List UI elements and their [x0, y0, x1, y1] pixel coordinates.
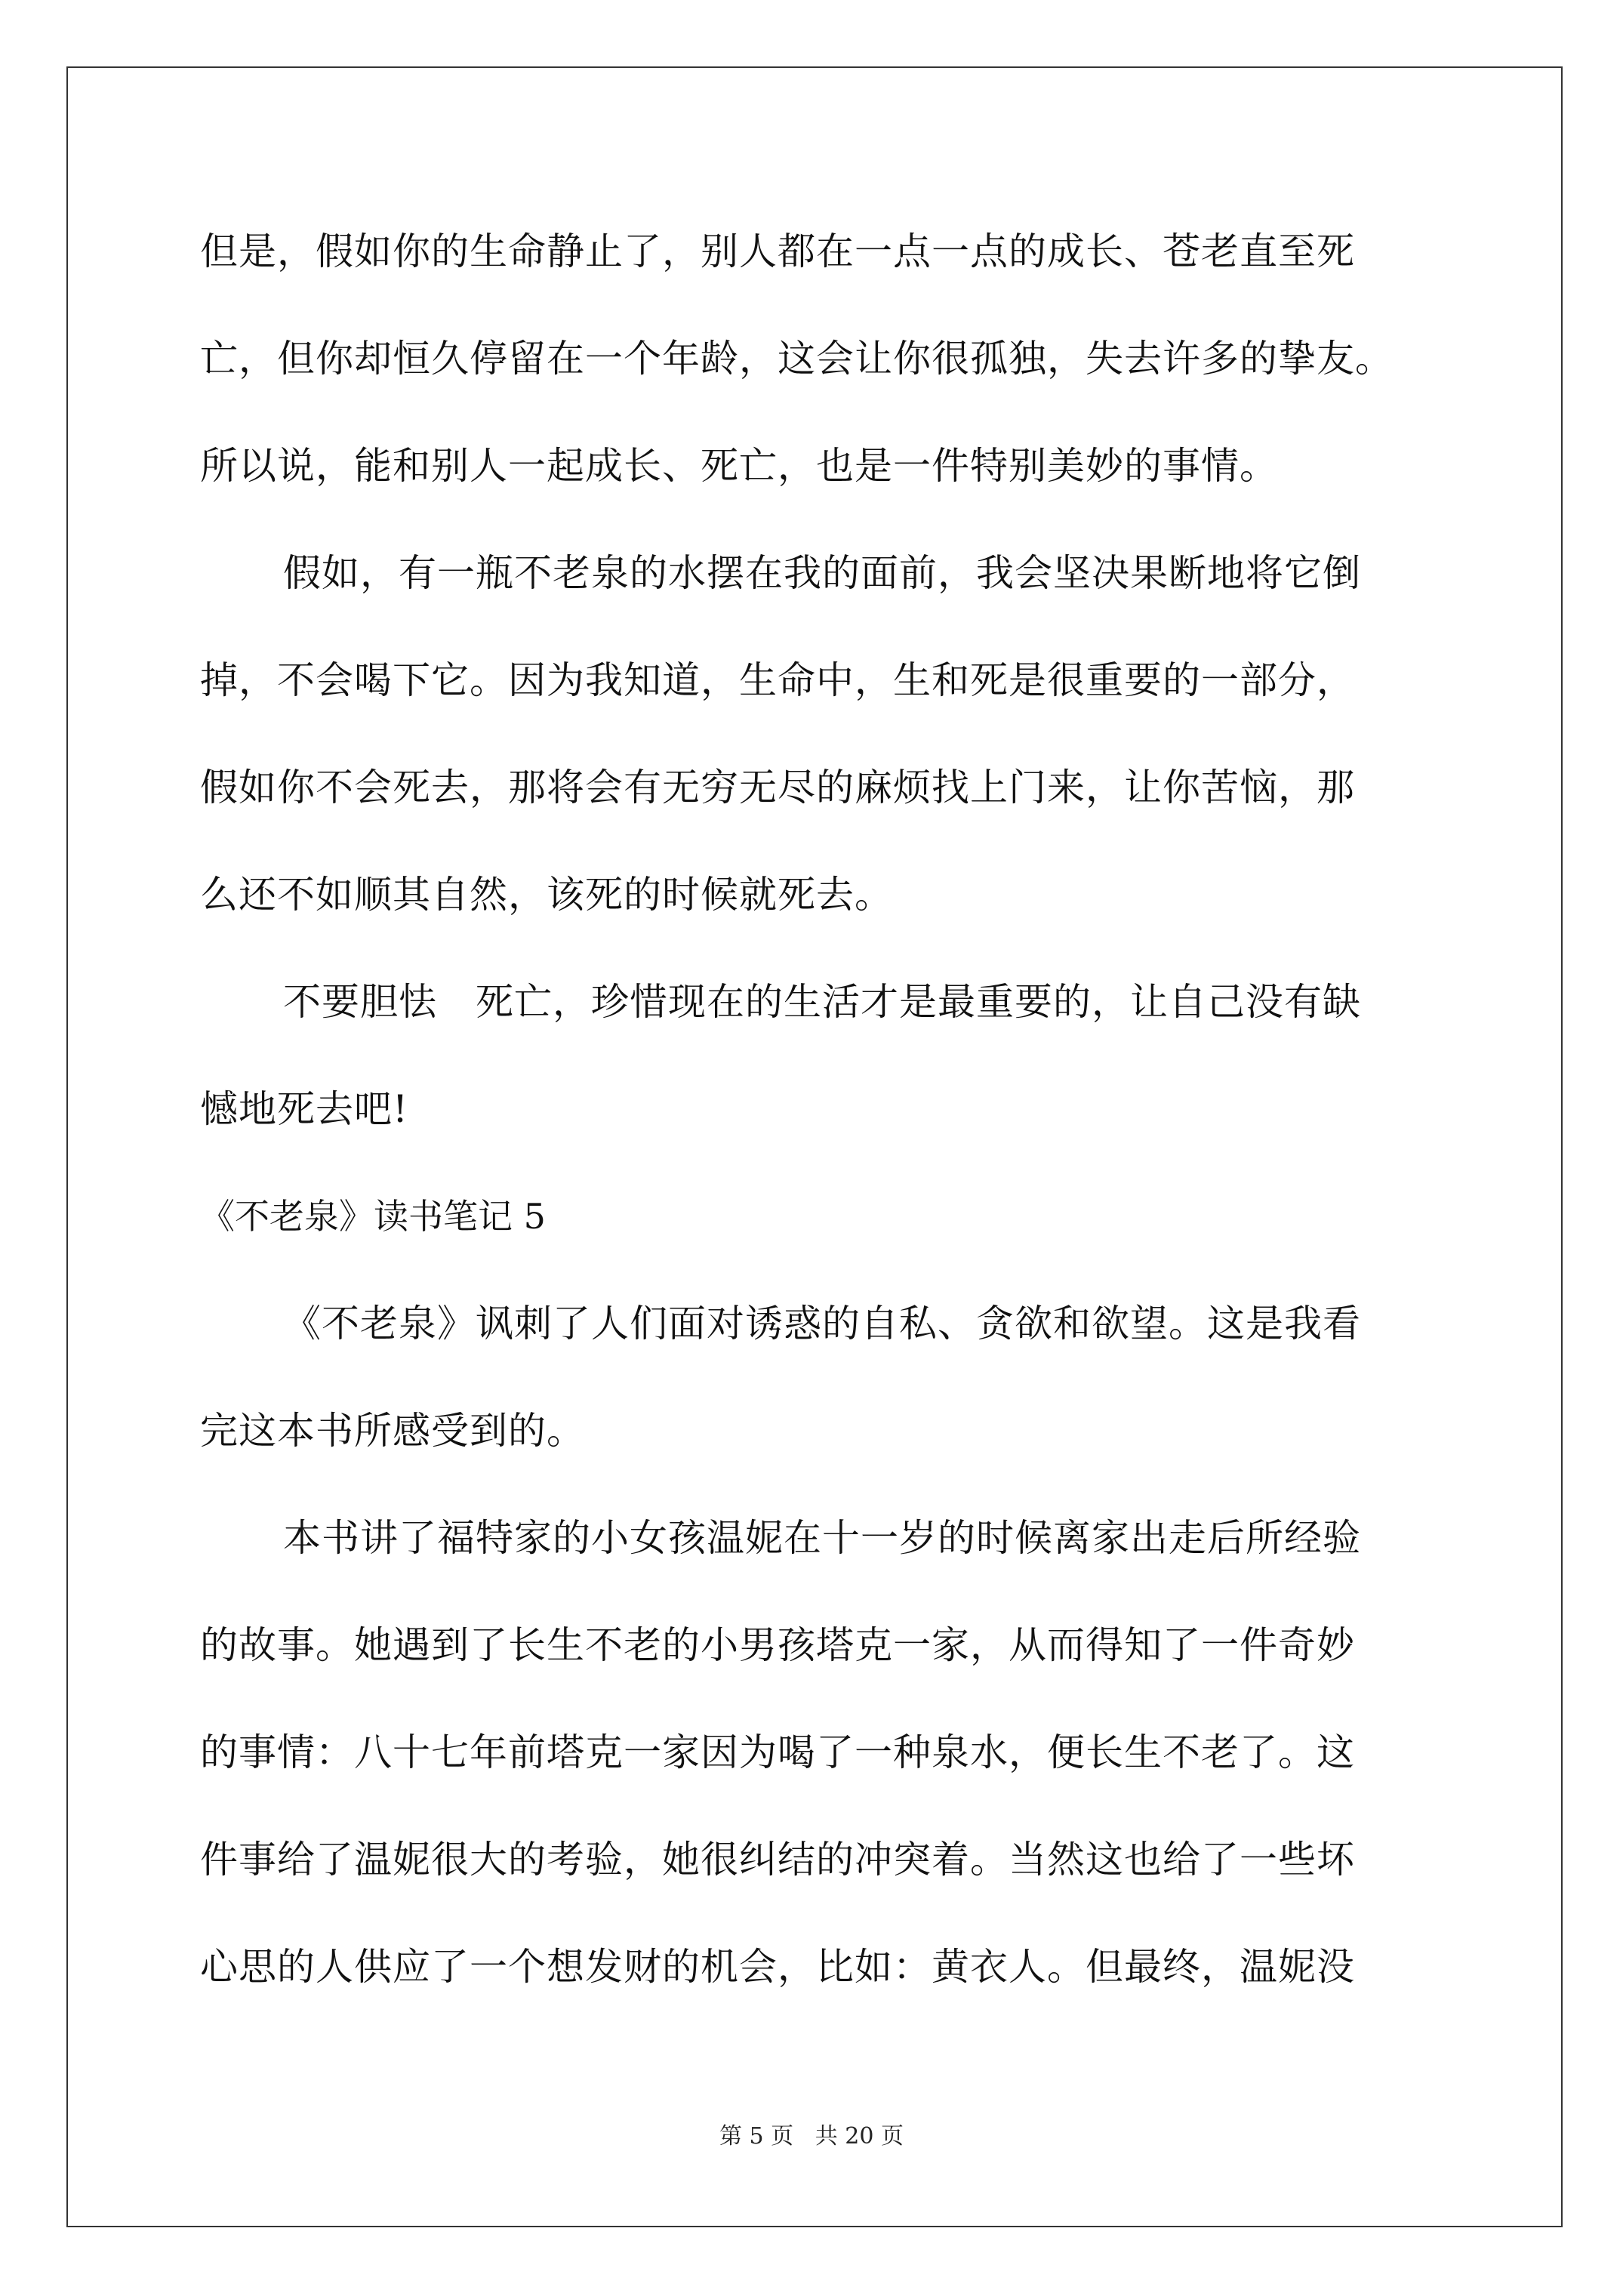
section-heading: 《不老泉》读书笔记 5	[200, 1196, 546, 1237]
paragraph-line: 憾地死去吧!	[200, 1087, 409, 1131]
paragraph-line: 完这本书所感受到的。	[200, 1409, 585, 1453]
paragraph-line: 的故事。她遇到了长生不老的小男孩塔克一家，从而得知了一件奇妙	[200, 1623, 1355, 1667]
page-border	[66, 66, 1563, 2227]
paragraph-line: 掉，不会喝下它。因为我知道，生命中，生和死是很重要的一部分，	[200, 658, 1355, 702]
page-number-current: 第 5 页	[719, 2123, 794, 2150]
paragraph-line: 么还不如顺其自然，该死的时候就死去。	[200, 873, 893, 917]
paragraph-line: 的事情：八十七年前塔克一家因为喝了一种泉水，便长生不老了。这	[200, 1730, 1355, 1774]
paragraph-line: 亡，但你却恒久停留在一个年龄，这会让你很孤独，失去许多的挚友。	[200, 337, 1394, 381]
paragraph-line: 心思的人供应了一个想发财的机会，比如：黄衣人。但最终，温妮没	[200, 1945, 1355, 1989]
paragraph-line: 假如你不会死去，那将会有无穷无尽的麻烦找上门来，让你苦恼，那	[200, 766, 1355, 809]
page-number-total: 共 20 页	[815, 2123, 904, 2150]
paragraph-line: 不要胆怯 死亡，珍惜现在的生活才是最重要的，让自己没有缺	[283, 980, 1361, 1024]
paragraph-line: 本书讲了福特家的小女孩温妮在十一岁的时候离家出走后所经验	[283, 1516, 1361, 1560]
paragraph-line: 所以说，能和别人一起成长、死亡，也是一件特别美妙的事情。	[200, 444, 1278, 488]
page-footer	[0, 2122, 1623, 2152]
paragraph-line: 假如，有一瓶不老泉的水摆在我的面前，我会坚决果断地将它倒	[283, 551, 1361, 595]
paragraph-line: 《不老泉》讽刺了人们面对诱惑的自私、贪欲和欲望。这是我看	[283, 1302, 1361, 1345]
paragraph-line: 件事给了温妮很大的考验，她很纠结的冲突着。当然这也给了一些坏	[200, 1838, 1355, 1881]
paragraph-line: 但是，假如你的生命静止了，别人都在一点一点的成长、苍老直至死	[200, 230, 1355, 273]
